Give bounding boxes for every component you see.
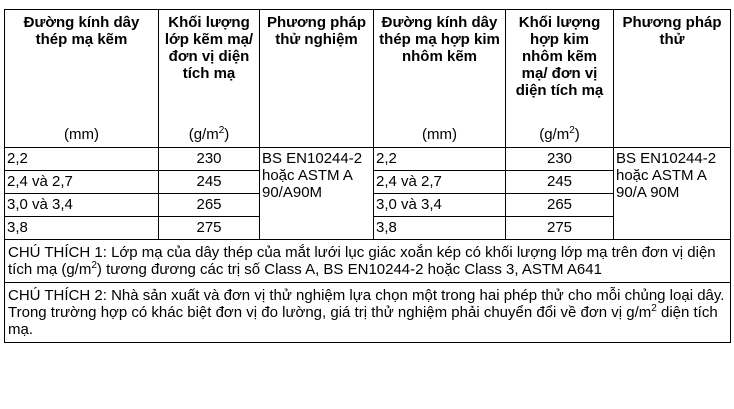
header-alloy-mass: Khối lượng hợp kim nhôm kẽm mạ/ đơn vị diện tích mạ $(g/m^2)$	[506, 10, 614, 148]
unit-gm2: $(g/m^2)$	[188, 125, 230, 143]
spec-table	[4, 9, 731, 343]
note-row-2	[5, 283, 731, 343]
note-row-1	[5, 240, 731, 283]
cell-diameter: 3,0 và 3,4	[5, 194, 159, 217]
header-zinc-diameter: Đường kính dây thép mạ kẽm (mm)	[5, 10, 159, 148]
unit-mm: (mm)	[64, 126, 99, 143]
note-2: CHÚ THÍCH 2: Nhà sản xuất và đơn vị thử nghiệm lựa chọn một trong hai phép thử cho mỗi chủng loại dây. Trong trường hợp có khác biệt đơn vị đo lường, giá trị thử nghiệm phải chuyển đổi về đơn vị $g/m^2$ diện tích mạ.	[5, 283, 731, 343]
header-test-method: Phương pháp thử nghiệm	[260, 10, 374, 148]
cell-diameter: 2,2	[5, 148, 159, 171]
cell-mass: 265	[506, 194, 614, 217]
cell-diameter: 2,2	[374, 148, 506, 171]
header-test-method-2: Phương pháp thử	[614, 10, 731, 148]
cell-mass: 275	[506, 217, 614, 240]
note-1: CHÚ THÍCH 1: Lớp mạ của dây thép của mắt lưới lục giác xoắn kép có khối lượng lớp mạ trên đơn vị diện tích mạ $(g/m^2)$ tương đương các trị số Class A, BS EN10244-2 hoặc Class 3, ASTM A641	[5, 240, 731, 283]
header-row	[5, 10, 731, 148]
table-row	[5, 148, 731, 171]
cell-mass: 245	[159, 171, 260, 194]
header-zinc-mass: Khối lượng lớp kẽm mạ/đơn vị diện tích mạ $(g/m^2)$	[159, 10, 260, 148]
cell-diameter: 3,0 và 3,4	[374, 194, 506, 217]
cell-method: BS EN10244-2 hoặc ASTM A 90/A90M	[260, 148, 374, 240]
cell-diameter: 2,4 và 2,7	[5, 171, 159, 194]
cell-mass: 265	[159, 194, 260, 217]
cell-mass: 230	[506, 148, 614, 171]
cell-mass: 245	[506, 171, 614, 194]
cell-diameter: 3,8	[374, 217, 506, 240]
cell-method: BS EN10244-2 hoặc ASTM A 90/A 90M	[614, 148, 731, 240]
header-alloy-diameter: Đường kính dây thép mạ hợp kim nhôm kẽm (mm)	[374, 10, 506, 148]
cell-mass: 275	[159, 217, 260, 240]
cell-diameter: 3,8	[5, 217, 159, 240]
cell-diameter: 2,4 và 2,7	[374, 171, 506, 194]
cell-mass: 230	[159, 148, 260, 171]
unit-gm2: $(g/m^2)$	[539, 125, 580, 143]
unit-mm: (mm)	[422, 126, 457, 143]
